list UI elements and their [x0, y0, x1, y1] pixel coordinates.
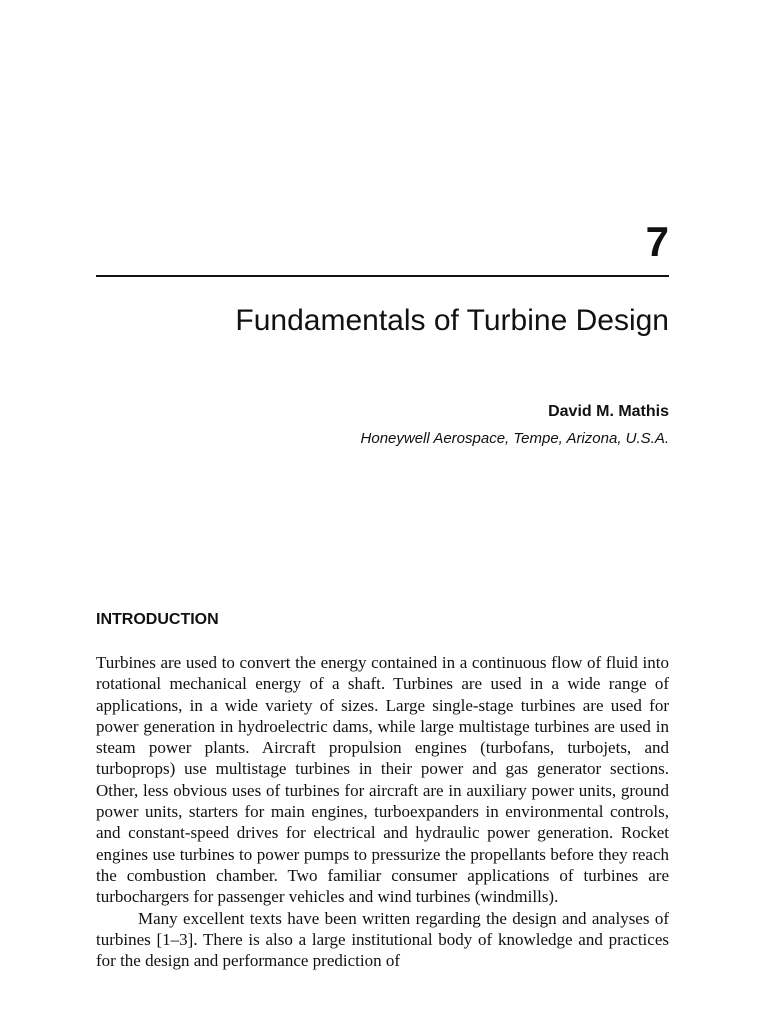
paragraph: Turbines are used to convert the energy contained in a continuous flow of fluid into rotational mechanical energy of a shaft. Turbines are used in a wide range of applications, in a wide variety of sizes. Large single-stage turbines are used for power generation in hydroelectric dams, while large multistage turbines are used in steam power plants. Aircraft propulsion engines (turbofans, turbojets, and turboprops) use multistage turbines in their power and gas generator sections. Other, less obvious uses of turbines for aircraft are in auxiliary power units, ground power units, starters for main engines, turboexpanders in environmental controls, and constant-speed drives for electrical and hydraulic power generation. Rocket engines use turbines to power pumps to pressurize the propellants before they reach the combustion chamber. Two familiar consumer applications of turbines are turbochargers for passenger vehicles and wind turbines (windmills).: [96, 653, 669, 907]
section-heading: INTRODUCTION: [96, 611, 219, 628]
author-name: David M. Mathis: [548, 403, 669, 420]
chapter-divider: [96, 275, 669, 277]
paragraph: Many excellent texts have been written regarding the design and analyses of turbines [1–3]. There is also a large institutional body of knowledge and practices for the design and performance prediction of: [96, 908, 669, 971]
body-text: [96, 652, 669, 971]
author-affiliation: Honeywell Aerospace, Tempe, Arizona, U.S.A.: [360, 430, 669, 447]
chapter-number: 7: [645, 218, 669, 265]
chapter-title: Fundamentals of Turbine Design: [235, 304, 669, 337]
